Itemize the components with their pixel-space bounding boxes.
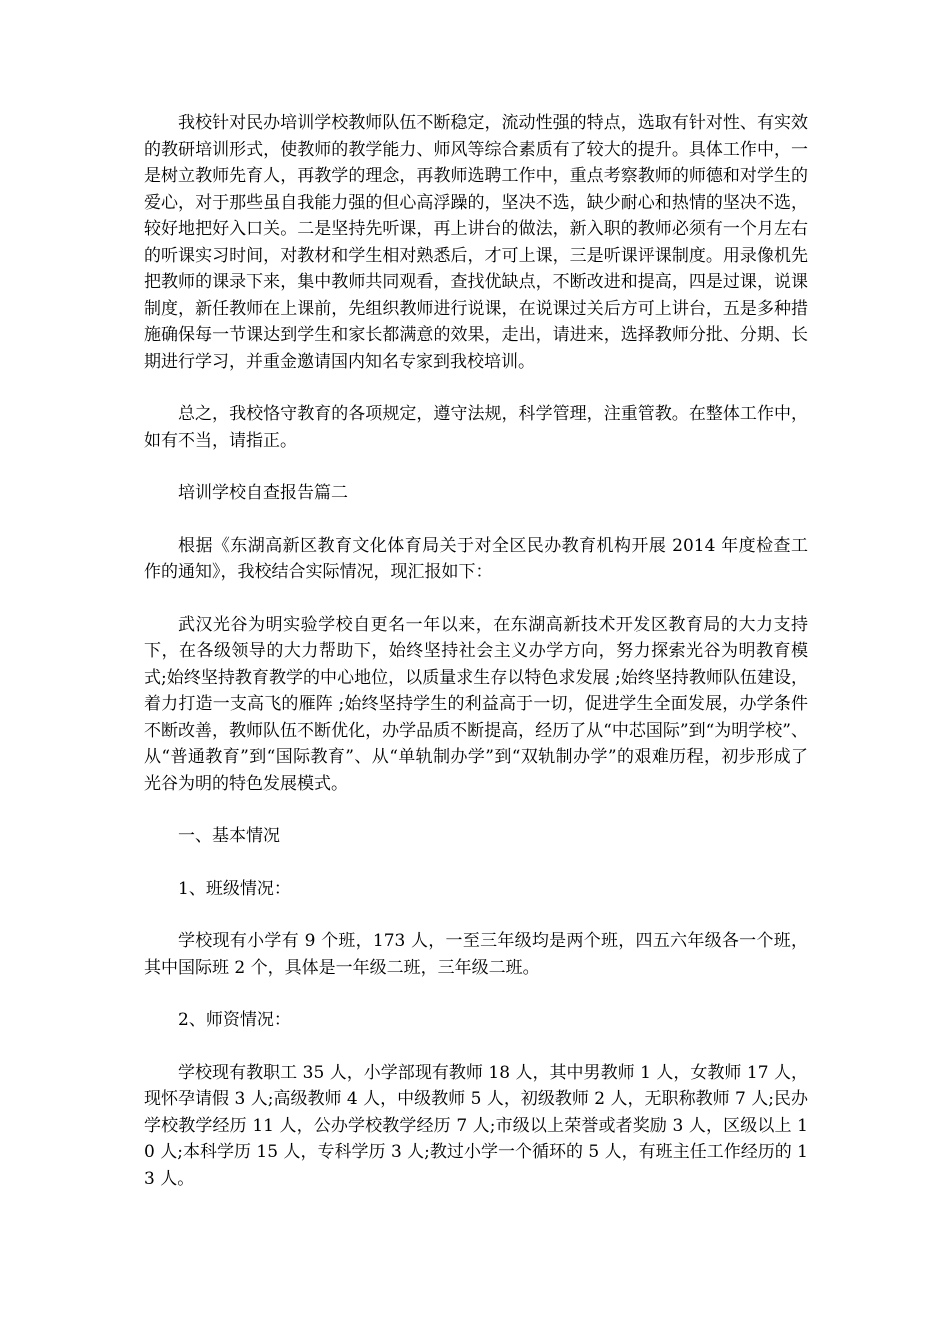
section-heading-basic-info: 一、基本情况 (178, 826, 280, 846)
subheading-faculty-info: 2、师资情况： (178, 1010, 291, 1030)
document-body (144, 110, 808, 1218)
paragraph-class-info: 学校现有小学有 9 个班，173 人，一至三年级均是两个班，四五六年级各一个班，其中国际班 2 个，具体是一年级二班，三年级二班。 (144, 931, 808, 978)
section-title-part-two: 培训学校自查报告篇二 (178, 483, 348, 503)
paragraph-teacher-training: 我校针对民办培训学校教师队伍不断稳定，流动性强的特点，选取有针对性、有实效的教研培训形式，使教师的教学能力、师风等综合素质有了较大的提升。具体工作中，一是树立教师先育人，再教学的理念，再教师选聘工作中，重点考察教师的师德和对学生的爱心，对于那些虽自我能力强的但心高浮躁的，坚决不选，缺少耐心和热情的坚决不选，较好地把好入口关。二是坚持先听课，再上讲台的做法，新入职的教师必须有一个月左右的听课实习时间，对教材和学生相对熟悉后，才可上课，三是听课评课制度。用录像机先把教师的课录下来，集中教师共同观看，查找优缺点，不断改进和提高，四是过课，说课制度，新任教师在上课前，先组织教师进行说课，在说课过关后方可上讲台，五是多种措施确保每一节课达到学生和家长都满意的效果，走出，请进来，选择教师分批、分期、长期进行学习，并重金邀请国内知名专家到我校培训。 (144, 113, 808, 372)
paragraph-notice-reference: 根据《东湖高新区教育文化体育局关于对全区民办教育机构开展 2014 年度检查工作的通知》，我校结合实际情况，现汇报如下： (144, 535, 808, 582)
subheading-class-info: 1、班级情况： (178, 878, 291, 899)
paragraph-faculty-info: 学校现有教职工 35 人，小学部现有教师 18 人，其中男教师 1 人，女教师 17 人，现怀孕请假 3 人;高级教师 4 人，中级教师 5 人，初级教师 2 人，无职称教师 7 人;民办学校教学经历 11 人，公办学校教学经历 7 人;市级以上荣誉或者奖励 3 人，区级以上 10 人;本科学历 15 人，专科学历 3 人;教过小学一个循环的 5 人，有班主任工作经历的 13 人。 (144, 1062, 808, 1189)
paragraph-summary: 总之，我校恪守教育的各项规定，遵守法规，科学管理，注重管教。在整体工作中，如有不当，请指正。 (144, 404, 808, 451)
paragraph-school-overview: 武汉光谷为明实验学校自更名一年以来，在东湖高新技术开发区教育局的大力支持下，在各级领导的大力帮助下，始终坚持社会主义办学方向，努力探索光谷为明教育模式;始终坚持教育教学的中心地位，以质量求生存以特色求发展 ;始终坚持教师队伍建设，着力打造一支高飞的雁阵 ;始终坚持学生的利益高于一切，促进学生全面发展，办学条件不断改善，教师队伍不断优化，办学品质不断提高，经历了从“中芯国际”到“为明学校”、从“普通教育”到“国际教育”、从“单轨制办学”到“双轨制办学”的艰难历程，初步形成了光谷为明的特色发展模式。 (144, 614, 808, 794)
